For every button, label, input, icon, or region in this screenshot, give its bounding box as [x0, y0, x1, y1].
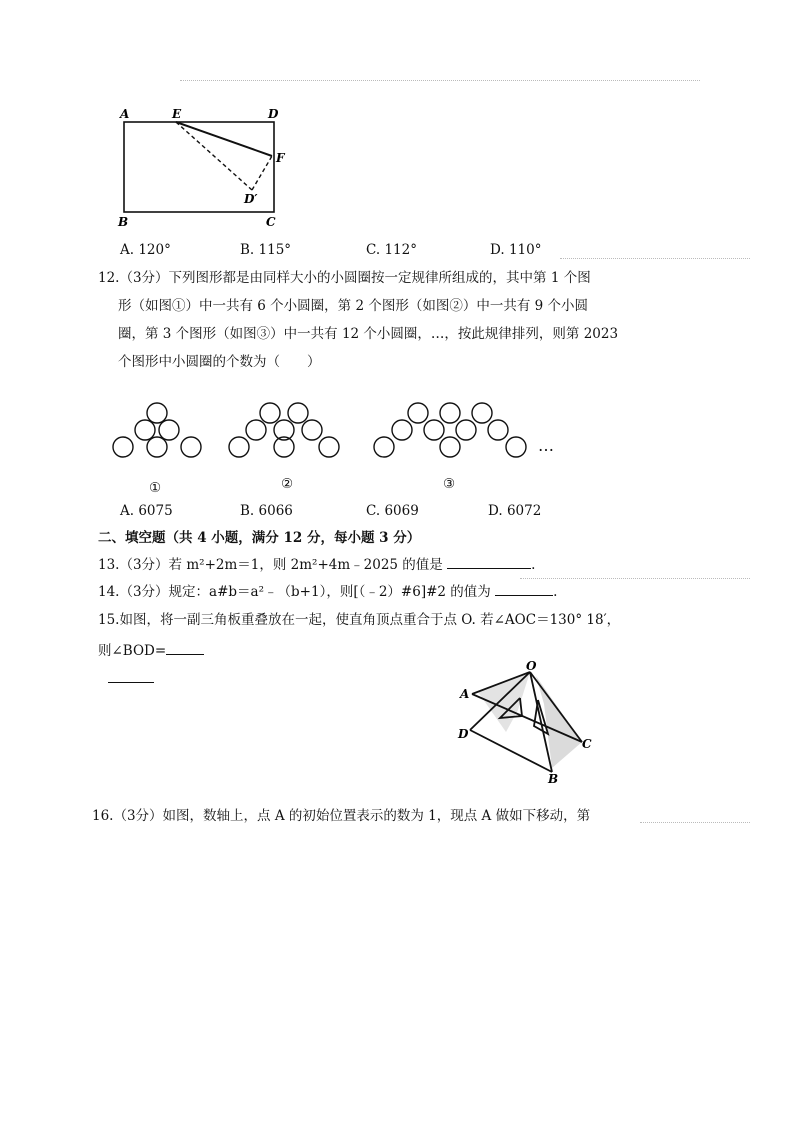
- q12-line-1: 12.（3分）下列图形都是由同样大小的小圆圈按一定规律所组成的，其中第 1 个图: [98, 270, 591, 286]
- option-key: D.: [488, 503, 503, 519]
- q14-answer-blank[interactable]: [495, 581, 553, 596]
- q12-figure-label-3: ③: [443, 476, 456, 492]
- option-key: C.: [366, 242, 381, 258]
- q13-text: 13.（3分）若 m²+2m＝1，则 2m²+4m﹣2025 的值是: [98, 557, 443, 573]
- section-2-heading: 二、填空题（共 4 小题，满分 12 分，每小题 3 分）: [98, 530, 421, 546]
- option-key: C.: [366, 503, 381, 519]
- label-D: D: [268, 107, 279, 121]
- q11-rectangle-figure: [110, 104, 290, 230]
- q15-answer-underline[interactable]: [108, 682, 154, 683]
- q15-line-1: 15.如图，将一副三角板重叠放在一起，使直角顶点重合于点 O. 若∠AOC＝130° 18′，: [98, 612, 621, 628]
- q11-option-d: [490, 240, 541, 260]
- label-B: B: [548, 772, 559, 786]
- label-D: D: [458, 727, 469, 741]
- label-F: F: [276, 151, 285, 165]
- option-text: 115°: [258, 242, 292, 258]
- q14-end: .: [553, 584, 558, 600]
- option-key: D.: [490, 242, 505, 258]
- label-E: E: [172, 107, 182, 121]
- q13-question: [98, 554, 535, 575]
- label-C: C: [266, 215, 276, 229]
- label-O: O: [526, 660, 537, 673]
- q12-figure-label-1: ①: [149, 480, 162, 496]
- option-key: A.: [120, 242, 135, 258]
- q12-circle-patterns: [100, 396, 580, 496]
- q12-ellipsis: …: [538, 436, 554, 455]
- scan-noise: [180, 80, 700, 82]
- q12-line-2: 形（如图①）中一共有 6 个小圆圈，第 2 个图形（如图②）中一共有 9 个小圆: [118, 298, 589, 314]
- option-text: 120°: [138, 242, 171, 258]
- q15-text: 则∠BOD=: [98, 643, 167, 659]
- q11-option-a: [120, 240, 171, 260]
- q12-option-c: [366, 501, 419, 521]
- option-text: 110°: [508, 242, 542, 258]
- q12-line-3: 圈，第 3 个图形（如图③）中一共有 12 个小圆圈，…，按此规律排列，则第 2023: [118, 326, 619, 342]
- label-B: B: [118, 215, 129, 229]
- q14-question: [98, 581, 557, 602]
- option-key: B.: [240, 503, 255, 519]
- option-key: A.: [120, 503, 135, 519]
- label-A: A: [120, 107, 130, 121]
- option-text: 6072: [506, 503, 542, 519]
- option-key: B.: [240, 242, 255, 258]
- q13-end: .: [531, 557, 536, 573]
- q12-option-a: [120, 501, 173, 521]
- label-A: A: [460, 687, 470, 701]
- option-text: 6075: [138, 503, 173, 519]
- q13-answer-blank[interactable]: [447, 554, 531, 569]
- q16-line-1: 16.（3分）如图，数轴上，点 A 的初始位置表示的数为 1，现点 A 做如下移动，第: [92, 808, 591, 824]
- q12-line-4: 个图形中小圆圈的个数为（ ）: [118, 354, 321, 370]
- scan-noise: [560, 258, 750, 260]
- scan-noise: [640, 822, 750, 824]
- option-text: 112°: [384, 242, 417, 258]
- label-C: C: [582, 737, 592, 751]
- q15-answer-blank[interactable]: [166, 640, 204, 655]
- q14-text: 14.（3分）规定：a#b＝a²﹣（b+1），则[（﹣2）#6]#2 的值为: [98, 584, 491, 600]
- q11-option-c: [366, 240, 417, 260]
- q11-option-b: [240, 240, 291, 260]
- q15-triangles-figure: [456, 660, 596, 786]
- q12-option-b: [240, 501, 293, 521]
- scan-noise: [520, 578, 750, 580]
- q12-figure-label-2: ②: [281, 476, 294, 492]
- q15-line-2: [98, 640, 204, 661]
- label-D-prime: D′: [244, 192, 258, 206]
- option-text: 6066: [258, 503, 293, 519]
- option-text: 6069: [384, 503, 419, 519]
- q12-option-d: [488, 501, 541, 521]
